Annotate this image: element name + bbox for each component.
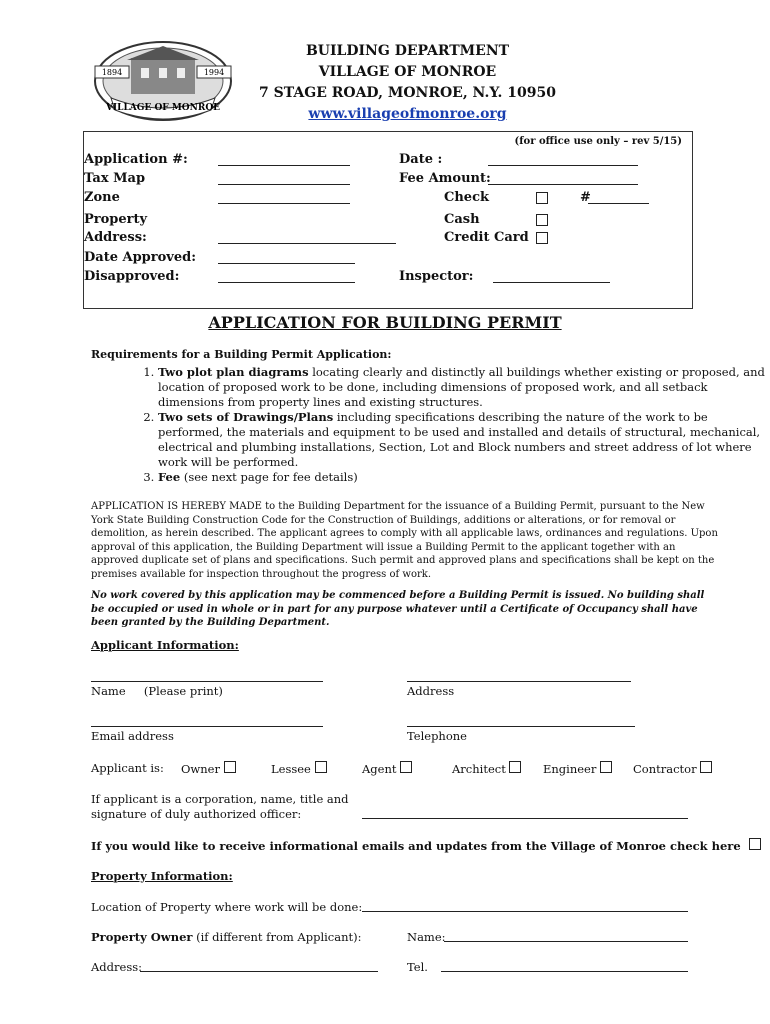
dept-name: BUILDING DEPARTMENT: [305, 43, 510, 59]
zone-field[interactable]: [218, 203, 350, 204]
cash-label: Cash: [444, 212, 480, 227]
application-number-field[interactable]: [218, 165, 350, 166]
role-owner[interactable]: Owner: [181, 761, 236, 776]
check-checkbox[interactable]: [536, 192, 548, 204]
property-label: Property: [84, 212, 148, 227]
applicant-name-field[interactable]: [91, 681, 323, 682]
property-location-label: Location of Property where work will be done:: [91, 900, 363, 914]
cash-checkbox[interactable]: [536, 214, 548, 226]
property-address-label: Address:: [84, 230, 147, 245]
applicant-email-label: Email address: [91, 729, 174, 743]
property-owner-address-label: Address:: [91, 960, 143, 974]
tax-map-label: Tax Map: [84, 171, 146, 186]
owner-checkbox[interactable]: [224, 761, 236, 773]
property-owner-tel-field[interactable]: [441, 971, 688, 972]
inspector-label: Inspector:: [399, 269, 474, 284]
date-approved-field[interactable]: [218, 263, 355, 264]
credit-card-label: Credit Card: [444, 230, 529, 245]
requirements-heading: Requirements for a Building Permit Application:: [91, 348, 392, 361]
check-number-field[interactable]: [588, 203, 649, 204]
fee-amount-label: Fee Amount:: [399, 171, 491, 186]
role-engineer[interactable]: Engineer: [543, 761, 612, 776]
check-label: Check: [444, 190, 489, 205]
role-lessee[interactable]: Lessee: [271, 761, 327, 776]
fee-amount-field[interactable]: [488, 184, 638, 185]
applicant-telephone-field[interactable]: [407, 726, 635, 727]
role-contractor[interactable]: Contractor: [633, 761, 712, 776]
website-link[interactable]: www.villageofmonroe.org: [308, 106, 507, 122]
date-label: Date :: [399, 152, 443, 167]
date-field[interactable]: [488, 165, 638, 166]
header: [200, 41, 615, 125]
corporation-label-line1: If applicant is a corporation, name, title and: [91, 792, 349, 806]
check-number-label: #: [580, 190, 591, 205]
office-use-note: (for office use only – rev 5/15): [514, 136, 682, 147]
applicant-is-label: Applicant is:: [91, 761, 164, 775]
applicant-name-label: Name (Please print): [91, 684, 223, 698]
property-location-field[interactable]: [362, 911, 688, 912]
logo-year-right: 1994: [203, 68, 225, 77]
date-approved-label: Date Approved:: [84, 250, 196, 265]
email-optin-checkbox[interactable]: [749, 838, 761, 850]
property-info-heading: Property Information:: [91, 869, 233, 883]
requirement-item: 3. Fee (see next page for fee details): [158, 470, 770, 485]
applicant-address-field[interactable]: [407, 681, 631, 682]
email-optin-label: If you would like to receive informational emails and updates from the Village of Monroe check here: [91, 838, 761, 853]
logo-banner-text: VILLAGE OF MONROE: [105, 103, 221, 113]
zone-label: Zone: [84, 190, 120, 205]
property-owner-address-field[interactable]: [140, 971, 378, 972]
application-statement: APPLICATION IS HEREBY MADE to the Building Department for the issuance of a Building Permit, pursuant to the New York State Building Construction Code for the Construction of Buildings, additions or alterations, or for removal or demolition, as herein described. The applicant agrees to comply with all applicable laws, ordinances and regulations. Upon approval of this application, the Building Department will issue a Building Permit to the applicant together with an approved duplicate set of plans and specifications. Such permit and approved plans and specifications shall be kept on the premises available for inspection throughout the progress of work.: [91, 501, 718, 580]
requirement-item: 2. Two sets of Drawings/Plans including specifications describing the nature of the work to be performed, the materials and equipment to be used and installed and details of structural, mechanical, electrical and plumbing installations, Section, Lot and Block numbers and street address of lot where work will be performed.: [158, 410, 770, 470]
village-name: VILLAGE OF MONROE: [318, 64, 497, 80]
occupancy-warning: No work covered by this application may be commenced before a Building Permit is issued. No building shall be occupied or used in whole or in part for any purpose whatever until a Certificate of Occupancy shall have been granted by the Building Department.: [91, 590, 705, 628]
architect-checkbox[interactable]: [509, 761, 521, 773]
lessee-checkbox[interactable]: [315, 761, 327, 773]
applicant-telephone-label: Telephone: [407, 729, 467, 743]
property-owner-label: Property Owner (if different from Applicant):: [91, 930, 362, 944]
property-owner-tel-label: Tel.: [407, 960, 428, 974]
inspector-field[interactable]: [493, 282, 610, 283]
corporation-officer-field[interactable]: [362, 818, 688, 819]
property-owner-name-label: Name:: [407, 930, 446, 944]
tax-map-field[interactable]: [218, 184, 350, 185]
property-address-field[interactable]: [218, 243, 396, 244]
office-use-box: [83, 131, 693, 309]
application-number-label: Application #:: [84, 152, 188, 167]
contractor-checkbox[interactable]: [700, 761, 712, 773]
engineer-checkbox[interactable]: [600, 761, 612, 773]
requirement-item: 1. Two plot plan diagrams locating clearly and distinctly all buildings whether existing or proposed, and location of proposed work to be done, including dimensions of proposed work, and all setback dimensions from property lines and existing structures.: [158, 365, 770, 410]
property-owner-name-field[interactable]: [444, 941, 688, 942]
dept-address: 7 STAGE ROAD, MONROE, N.Y. 10950: [259, 85, 556, 101]
credit-card-checkbox[interactable]: [536, 232, 548, 244]
requirements-list: [118, 365, 770, 485]
agent-checkbox[interactable]: [400, 761, 412, 773]
form-title: APPLICATION FOR BUILDING PERMIT: [208, 313, 562, 332]
logo-year-left: 1894: [101, 68, 123, 77]
disapproved-field[interactable]: [218, 282, 355, 283]
applicant-address-label: Address: [407, 684, 455, 698]
disapproved-label: Disapproved:: [84, 269, 180, 284]
role-architect[interactable]: Architect: [452, 761, 521, 776]
applicant-info-heading: Applicant Information:: [91, 638, 239, 652]
applicant-email-field[interactable]: [91, 726, 323, 727]
role-agent[interactable]: Agent: [362, 761, 412, 776]
corporation-label-line2: signature of duly authorized officer:: [91, 807, 302, 821]
